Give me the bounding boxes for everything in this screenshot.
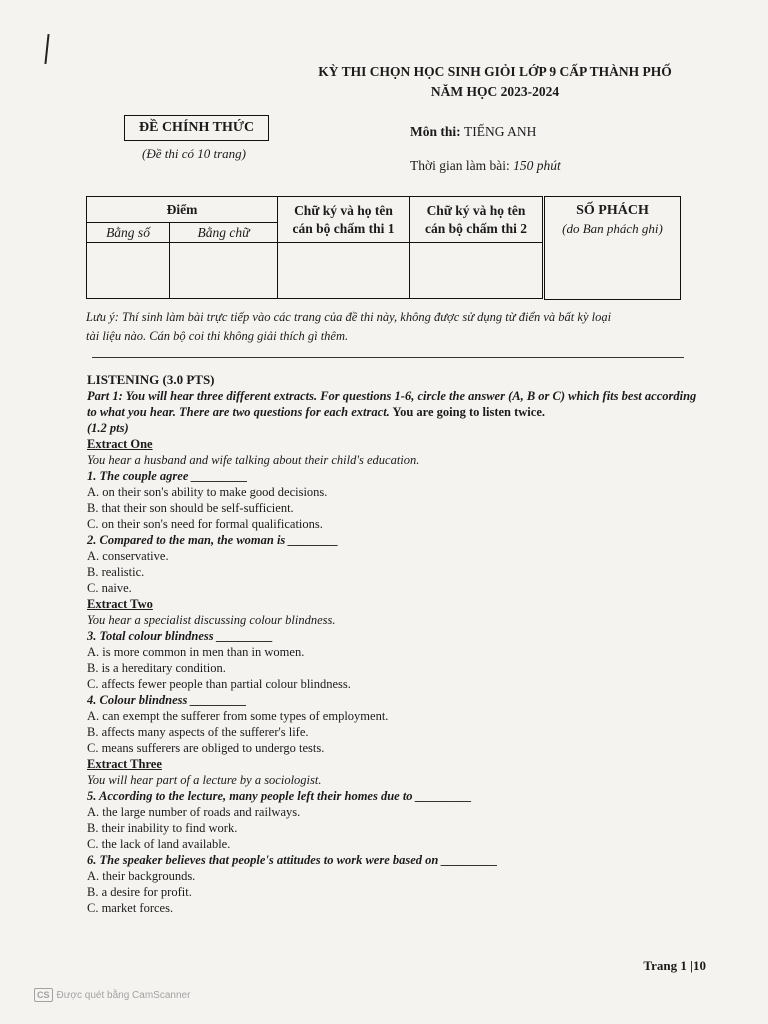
duration-value: 150 phút <box>513 158 561 173</box>
extract-title: Extract Three <box>87 757 162 771</box>
sophach-title: SỐ PHÁCH <box>576 203 649 218</box>
page-number: Trang 1 |10 <box>643 958 706 973</box>
sophach-box <box>544 196 681 300</box>
answer-option: C. the lack of land available. <box>87 837 231 851</box>
score-number-header: Bằng số <box>87 223 170 243</box>
question-stem: 4. Colour blindness _________ <box>87 693 247 707</box>
question-stem: 1. The couple agree _________ <box>87 469 248 483</box>
subject-label: Môn thi: <box>410 124 461 139</box>
answer-option: A. on their son's ability to make good decisions. <box>87 485 328 499</box>
extract-title: Extract Two <box>87 597 153 611</box>
question-stem: 5. According to the lecture, many people left their homes due to _________ <box>87 789 472 803</box>
answer-option: A. can exempt the sufferer from some types of employment. <box>87 709 389 723</box>
examiner2-line1: Chữ ký và họ tên <box>426 202 526 218</box>
answer-option: C. affects fewer people than partial colour blindness. <box>87 677 351 691</box>
score-words-cell <box>170 243 278 299</box>
answer-option: B. their inability to find work. <box>87 821 238 835</box>
extract-title: Extract One <box>87 437 153 451</box>
pages-note: (Đề thi có 10 trang) <box>142 146 246 161</box>
examiner2-header <box>410 197 543 243</box>
examiner1-header <box>278 197 410 243</box>
question-stem: 2. Compared to the man, the woman is ________ <box>87 533 339 547</box>
extract-context: You will hear part of a lecture by a sociologist. <box>87 773 322 787</box>
subject-line <box>410 124 536 140</box>
extract-context: You hear a specialist discussing colour blindness. <box>87 613 336 627</box>
exam-note <box>86 308 686 346</box>
official-exam-label: ĐỀ CHÍNH THỨC <box>124 115 269 141</box>
answer-option: B. that their son should be self-sufficient. <box>87 501 294 515</box>
scanner-watermark <box>34 988 190 1002</box>
exam-title <box>300 62 690 102</box>
answer-option: C. on their son's need for formal qualifications. <box>87 517 323 531</box>
extract-context: You hear a husband and wife talking about their child's education. <box>87 453 420 467</box>
sophach-subtitle: (do Ban phách ghi) <box>562 221 663 236</box>
part1-instructions-bold: Part 1: You will hear three different extracts. For questions 1-6, circle the answer (A, B or C) which fits best according to what you hear. There are two questions for each extract. <box>87 389 697 419</box>
section-title: LISTENING (3.0 PTS) <box>87 372 215 387</box>
camscanner-logo-icon: CS <box>34 988 53 1002</box>
examiner2-line2: cán bộ chấm thi 2 <box>424 220 527 236</box>
examiner1-signature-cell <box>278 243 410 299</box>
answer-option: B. is a hereditary condition. <box>87 661 226 675</box>
answer-option: C. means sufferers are obliged to undergo tests. <box>87 741 325 755</box>
part1-points: (1.2 pts) <box>87 421 129 435</box>
part1-instructions <box>87 388 697 420</box>
exam-title-line2: NĂM HỌC 2023-2024 <box>430 84 560 99</box>
score-header: Điểm <box>87 197 278 223</box>
note-line2: tài liệu nào. Cán bộ coi thi không giải thích gì thêm. <box>86 329 349 343</box>
pen-stroke-mark <box>44 34 49 64</box>
answer-option: B. realistic. <box>87 565 145 579</box>
examiner2-signature-cell <box>410 243 543 299</box>
answer-option: A. the large number of roads and railways. <box>87 805 301 819</box>
examiner1-line1: Chữ ký và họ tên <box>294 202 393 218</box>
listening-section <box>87 372 697 916</box>
duration-label: Thời gian làm bài: <box>410 158 510 173</box>
note-line1: Lưu ý: Thí sinh làm bài trực tiếp vào các trang của đề thi này, không được sử dụng từ điển và bất kỳ loại <box>86 310 612 324</box>
scanner-text: Được quét bằng CamScanner <box>56 989 191 1001</box>
exam-title-line1: KỲ THI CHỌN HỌC SINH GIỎI LỚP 9 CẤP THÀNH PHỐ <box>318 64 672 79</box>
question-stem: 3. Total colour blindness _________ <box>87 629 274 643</box>
score-words-header: Bằng chữ <box>170 223 278 243</box>
subject-value: TIẾNG ANH <box>464 124 537 139</box>
answer-option: A. their backgrounds. <box>87 869 196 883</box>
answer-option: B. affects many aspects of the sufferer's life. <box>87 725 309 739</box>
answer-option: A. is more common in men than in women. <box>87 645 305 659</box>
question-stem: 6. The speaker believes that people's attitudes to work were based on _________ <box>87 853 498 867</box>
divider <box>92 357 684 358</box>
answer-option: B. a desire for profit. <box>87 885 192 899</box>
score-number-cell <box>87 243 170 299</box>
score-table <box>86 196 543 299</box>
examiner1-line2: cán bộ chấm thi 1 <box>292 220 395 236</box>
answer-option: C. market forces. <box>87 901 174 915</box>
part1-instructions-normal: You are going to listen twice. <box>389 405 545 419</box>
answer-option: C. naive. <box>87 581 132 595</box>
answer-option: A. conservative. <box>87 549 169 563</box>
duration-line <box>410 158 561 174</box>
